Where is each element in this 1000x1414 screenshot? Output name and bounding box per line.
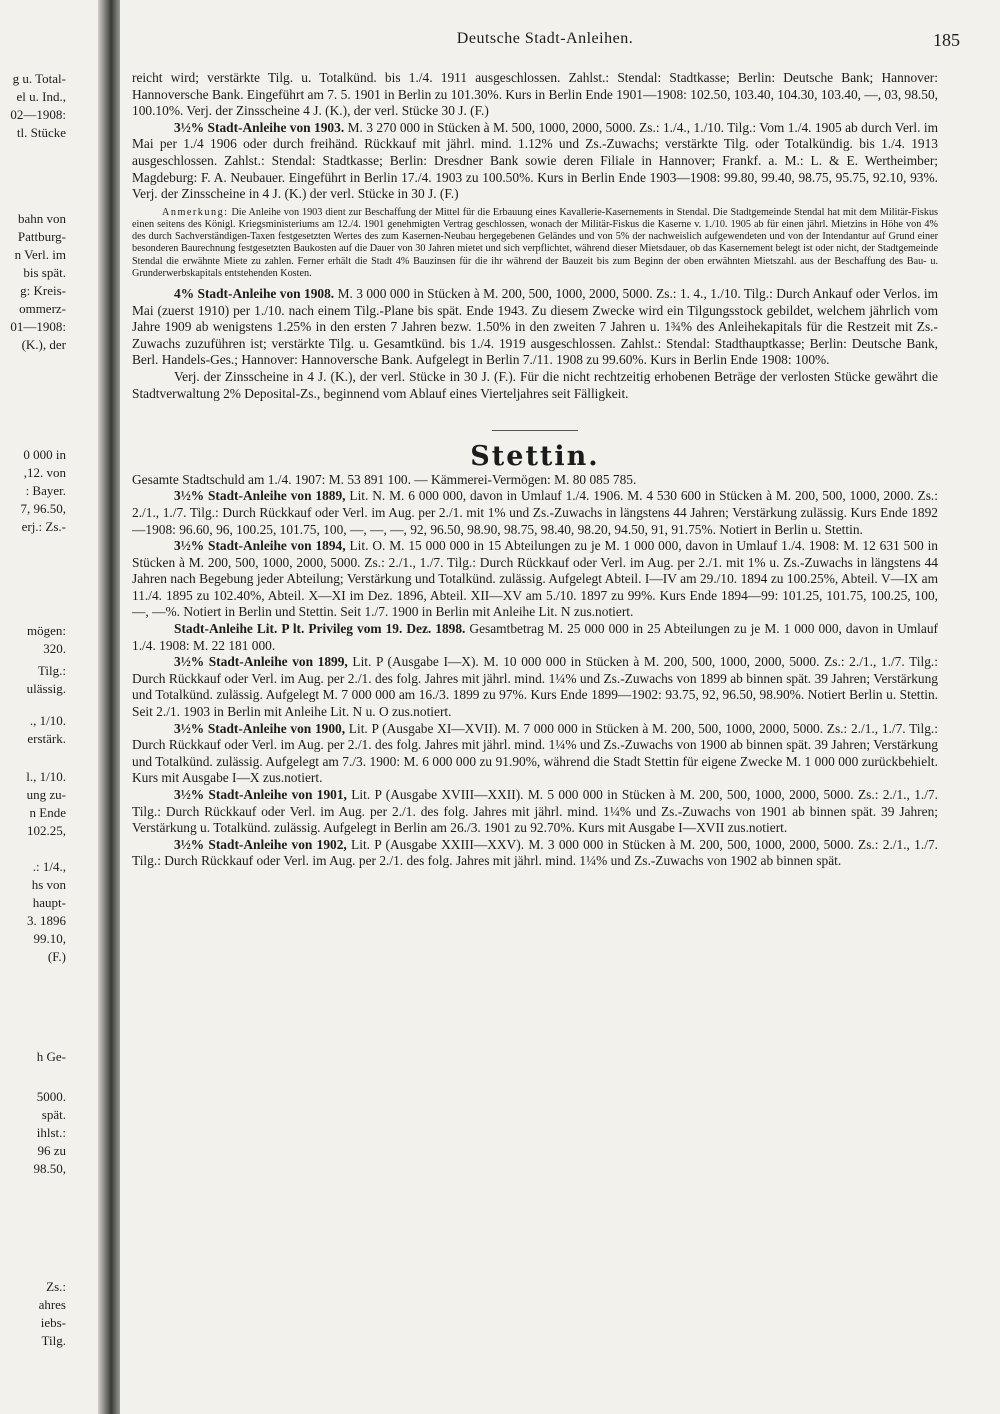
fragment-line: ahres [38, 1297, 66, 1312]
page-header [130, 30, 960, 54]
entry-1900 [132, 721, 938, 787]
page-number: 185 [933, 30, 960, 50]
entry-lit-p [132, 621, 938, 654]
fragment-line: 102.25, [27, 823, 66, 838]
fragment-line: Zs.: [46, 1279, 66, 1294]
note-lead: Anmerkung: [162, 206, 229, 218]
entry-text: Lit. O. M. 15 000 000 in 15 Abteilungen zu je M. 1 000 000, davon in Umlauf 1./4. 1908: M. 12 631 500 in Stücken à M. 200, 500, 1000, 2000, 5000. Zs.: 2./1., 1./7. Tilg.: Durch Rückkauf oder Verl. im Aug. per 2./1. mit 1% u. Zs.-Zuwachs in längstens 44 Jahren nach Begebung jeder Abteilung; Verstärkung und Totalkünd. zulässig. Aufgelegt Abteil. I—IV am 29./10. 1894 zu 100.25%, Abteil. V—IX am 11./4. 1895 zu 102.40%, Abteil. X—XI im Dez. 1896, Abteil. XII—XV am 5./10. 1897 zu 99%. Kurs Ende 1894—99: 101.25, 101.75, 100.25, 100, —, —%. Notiert in Berlin und Stettin. Seit 1./7. 1900 in Berlin mit Anleihe Lit. N zus.notiert. [132, 538, 938, 620]
entry-text: Lit. P (Ausgabe XVIII—XXII). M. 5 000 000 in Stücken à M. 200, 500, 1000, 2000, 5000. Zs.: 2./1., 1./7. Tilg.: Durch Rückkauf oder Verl. im Aug. per 2./1. des folg. Jahres mit jährl. mind. 1¼% und Zs.-Zuwachs von 1901 ab binnen spät. 39 Jahren; Verstärkung u. Totalkünd. zulässig. Aufgelegt in Berlin am 26./3. 1901 zu 92.70%. Kurs mit Ausgabe I—XVII zus.notiert. [132, 787, 938, 836]
entry-1902 [132, 837, 938, 870]
fragment-line: 7, 96.50, [20, 501, 66, 516]
fragment-line: iebs- [40, 1315, 66, 1330]
fragment-line: n Ende [29, 805, 66, 820]
entry-1908 [132, 286, 938, 369]
entry-heading: 4% Stadt-Anleihe von 1908. [174, 285, 335, 301]
fragment-line: bis spät. [23, 265, 66, 280]
fragment-line: : Bayer. [25, 483, 66, 498]
entry-text: Lit. N. M. 6 000 000, davon in Umlauf 1./4. 1906. M. 4 530 600 in Stücken à M. 200, 500, 1000, 2000. Zs.: 2./1., 1./7. Tilg.: Durch Rückkauf oder Verl. im Aug. per 2./1. mit 1% und Zs.-Zuwachs in längstens 44 Jahren; Verstärkung zulässig. Kurs Ende 1892—1908: 96.60, 96, 100.25, 101.75, 100, —, —, —, 92, 96.50, 98.90, 98.75, 98.40, 98.20, 94.50, 91, 91.75%. Notiert in Berlin u. Stettin. [132, 488, 938, 537]
entry-text: Lit. P (Ausgabe XI—XVII). M. 7 000 000 in Stücken à M. 200, 500, 1000, 2000, 5000. Zs.: 2./1., 1./7. Tilg.: Durch Rückkauf oder Verl. im Aug. per 2./1. des folg. Jahres mit jährl. mind. 1¼% und Zs.-Zuwachs von 1900 ab binnen spät. 39 Jahren; Verstärkung und Totalkünd. zulässig. Aufgelegt am 7./3. 1900: M. 6 000 000 zu 91.90%, während die Stadt Stettin für eigene Zwecke M. 1 000 000 zurückbehielt. Kurs mit Ausgabe I—X zus.notiert. [132, 720, 939, 786]
fragment-line: erstärk. [27, 731, 66, 746]
fragment-line: tl. Stücke [16, 125, 66, 140]
fragment-line: g u. Total- [12, 71, 66, 86]
fragment-line: mögen: [27, 623, 66, 638]
fragment-line: erj.: Zs.- [21, 519, 66, 534]
adjacent-page-fragments [0, 0, 96, 1414]
fragment-line: n Verl. im [14, 247, 66, 262]
fragment-line: spät. [41, 1107, 66, 1122]
fragment-line: 3. 1896 [27, 913, 66, 928]
entry-heading: 3½% Stadt-Anleihe von 1889, [174, 488, 346, 504]
entry-1894 [132, 538, 938, 621]
fragment-line: ,12. von [23, 465, 66, 480]
fragment-line: Tilg. [41, 1333, 66, 1348]
entry-text: M. 3 270 000 in Stücken à M. 500, 1000, 2000, 5000. Zs.: 1./4., 1./10. Tilg.: Vom 1./4. 1905 ab durch Verl. im Mai per 1./4 1906 oder durch freihänd. Rückkauf mit jährl. mind. 1.12% und Zs.-Zuwachs; verstärkte Tilg. oder Totalkündig. bis 1./4. 1913 ausgeschlossen. Zahlst.: Stendal: Stadtkasse; Berlin: Dresdner Bank sowie deren Filiale in Hannover; Frankf. a. M.: L. & E. Wertheimber; Magdeburg: F. A. Neubauer. Eingeführt in Berlin 17./4. 1903 zu 100.50%. Kurs in Berlin Ende 1903—1908: 99.80, 99.40, 98.75, 95.75, 92.10, 93%. Verj. der Zinsscheine in 4 J. (K.) der verl. Stücke in 30 J. (F.) [132, 119, 938, 202]
entry-heading: 3½% Stadt-Anleihe von 1901, [174, 787, 347, 802]
entry-heading: 3½% Stadt-Anleihe von 1899, [174, 654, 348, 670]
fragment-line: l., 1/10. [26, 769, 66, 784]
fragment-line: 320. [43, 641, 66, 656]
fragment-line: g: Kreis- [20, 283, 66, 298]
fragment-line: 02—1908: [10, 107, 66, 122]
entry-heading: 3½% Stadt-Anleihe von 1894, [174, 538, 346, 554]
entry-1908-verj: Verj. der Zinsscheine in 4 J. (K.), der verl. Stücke in 30 J. (F.). Für die nicht rechtzeitig erhobenen Beträge der verlosten Stücke gewährt die Stadtverwaltung 2% Deposital-Zs., beginnend vom Ablauf eines Vierteljahres seit Fälligkeit. [132, 368, 938, 401]
fragment-line: ., 1/10. [29, 713, 66, 728]
entry-heading: 3½% Stadt-Anleihe von 1902, [174, 836, 347, 852]
section-divider [492, 430, 578, 431]
entry-heading: 3½% Stadt-Anleihe von 1903. [174, 119, 345, 135]
fragment-line: (K.), der [21, 337, 66, 352]
fragment-line: haupt- [32, 895, 66, 910]
entry-text: M. 3 000 000 in Stücken à M. 200, 500, 1000, 2000, 5000. Zs.: 1. 4., 1./10. Tilg.: Durch Ankauf oder Verlos. im Mai (zuerst 1910) per 1./10. nach einem Tilg.-Plane bis spät. Ende 1943. Zu diesem Zwecke wird ein Tilgungsstock gebildet, welchem jährlich vom Jahre 1909 ab wenigstens 1.25% in den ersten 7 Jahren bezw. 1.50% in den zweiten 7 Jahren u. 1¾% des Anleihekapitals für die Restzeit mit Zs.-Zuwachs zuzuführen ist; verstärkte Tilg. u. Gesamtkünd. bis 1./4. 1919 ausgeschlossen. Zahlst.: Stendal: Stadthauptkasse; Berlin: Deutsche Bank, Berl. Handels-Ges.; Hannover: Hannoversche Bank. Aufgelegt in Berlin 7./11. 1908 zu 99.60%. Kurs in Berlin Ende 1908: 100%. [132, 285, 938, 368]
fragment-line: 99.10, [33, 931, 66, 946]
entry-text: Lit. P (Ausgabe I—X). M. 10 000 000 in Stücken à M. 200, 500, 1000, 2000, 5000. Zs.: 2./1., 1./7. Tilg.: Durch Rückkauf oder Verl. im Aug. per 2./1. des folg. Jahres mit jährl. mind. 1¼% und Zs.-Zuwachs von 1899 ab binnen spät. 39 Jahren; Verstärkung und Totalkünd. zulässig. Aufgelegt M. 7 000 000 am 16./3. 1899 zu 97%. Kurs Ende 1899—1902: 93.75, 92, 96.50, 98.90%. Notiert Berlin u. Stettin. Seit 2./1. 1903 in Berlin mit Anleihe Lit. N u. O zus.notiert. [132, 654, 938, 720]
entry-1903 [132, 120, 938, 203]
fragment-line: Tilg.: [37, 663, 66, 678]
page-body [132, 70, 938, 870]
fragment-line: (F.) [47, 949, 66, 964]
note-paragraph [132, 207, 938, 280]
book-gutter [98, 0, 120, 1414]
total-debt-line: Gesamte Stadtschuld am 1./4. 1907: M. 53 891 100. — Kämmerei-Vermögen: M. 80 085 785. [132, 471, 637, 487]
fragment-line: 96 zu [37, 1143, 66, 1158]
fragment-line: 01—1908: [10, 319, 66, 334]
fragment-line: 0 000 in [23, 447, 66, 462]
running-title: Deutsche Stadt-Anleihen. [456, 30, 634, 47]
fragment-line: ung zu- [26, 787, 66, 802]
fragment-line: ihlst.: [36, 1125, 66, 1140]
fragment-line: Pattburg- [17, 229, 66, 244]
entry-text: Gesamtbetrag M. 25 000 000 in 25 Abteilungen zu je M. 1 000 000, davon in Umlauf 1./4. 1908: M. 22 181 000. [132, 621, 938, 653]
fragment-line: hs von [31, 877, 66, 892]
entry-1901 [132, 787, 938, 837]
fragment-line: el u. Ind., [16, 89, 66, 104]
fragment-line: h Ge- [36, 1049, 66, 1064]
note-text: Die Anleihe von 1903 dient zur Beschaffung der Mittel für die Erbauung eines Kavallerie-Kasernements in Stendal. Die Stadtgemeinde Stendal hat mit dem Militär-Fiskus einen seitens des Königl. Kriegsministeriums am 12./4. 1901 genehmigten Vertrag geschlossen, wonach der Militär-Fiskus die Kaserne v. 1./10. 1905 ab für einen jährl. Mietzins in Höhe von 4% des durch Sachverständigen-Taxen festgesetzten Wertes des zum Kasernen-Neubau hergegebenen Geländes und von 5% der nachweislich aufgewendeten und von der Intendantur auf Grund einer besonderen Baurechnung festgesetzten Baukosten auf die Dauer von 30 Jahren mietet und sich verpflichtet, während dieser Mietsdauer, ob das Kasernement belegt ist oder nicht, der Stadtgemeinde Stendal die erwähnte Miete zu zahlen. Ferner erhält die Stadt 4% Bauzinsen für die ihr während der Bauzeit bis zum Beginn der oben erwähnten Mietszahl. aus der Beschaffung des Bau- u. Grunderwerbskapitals entstehenden Kosten. [132, 206, 938, 279]
fragment-line: 98.50, [33, 1161, 66, 1176]
city-heading: Stettin. [470, 441, 600, 473]
fragment-line: bahn von [17, 211, 66, 226]
entry-1889 [132, 488, 938, 538]
entry-text: Lit. P (Ausgabe XXIII—XXV). M. 3 000 000 in Stücken à M. 200, 500, 1000, 2000, 5000. Zs.: 2./1., 1./7. Tilg.: Durch Rückkauf oder Verl. im Aug. per 2./1. des folg. Jahres mit jährl. mind. 1¼% und Zs.-Zuwachs von 1902 ab binnen spät. [132, 836, 938, 869]
fragment-line: 5000. [36, 1089, 66, 1104]
fragment-line: ommerz- [19, 301, 66, 316]
fragment-line: ulässig. [26, 681, 66, 696]
entry-1899 [132, 654, 938, 720]
entry-heading: Stadt-Anleihe Lit. P lt. Privileg vom 19. Dez. 1898. [174, 621, 466, 637]
fragment-line: .: 1/4., [32, 859, 66, 874]
paragraph-intro: reicht wird; verstärkte Tilg. u. Totalkünd. bis 1./4. 1911 ausgeschlossen. Zahlst.: Stendal: Stadtkasse; Berlin: Deutsche Bank; Hannover: Hannoversche Bank. Eingeführt am 7. 5. 1901 in Berlin zu 101.30%. Kurs in Berlin Ende 1901—1908: 102.50, 103.40, 104.30, 103.40, —, 03, 98.50, 100.10%. Verj. der Zinsscheine 4 J. (K.), der verl. Stücke 30 J. (F.) [132, 70, 938, 119]
entry-heading: 3½% Stadt-Anleihe von 1900, [174, 720, 346, 736]
